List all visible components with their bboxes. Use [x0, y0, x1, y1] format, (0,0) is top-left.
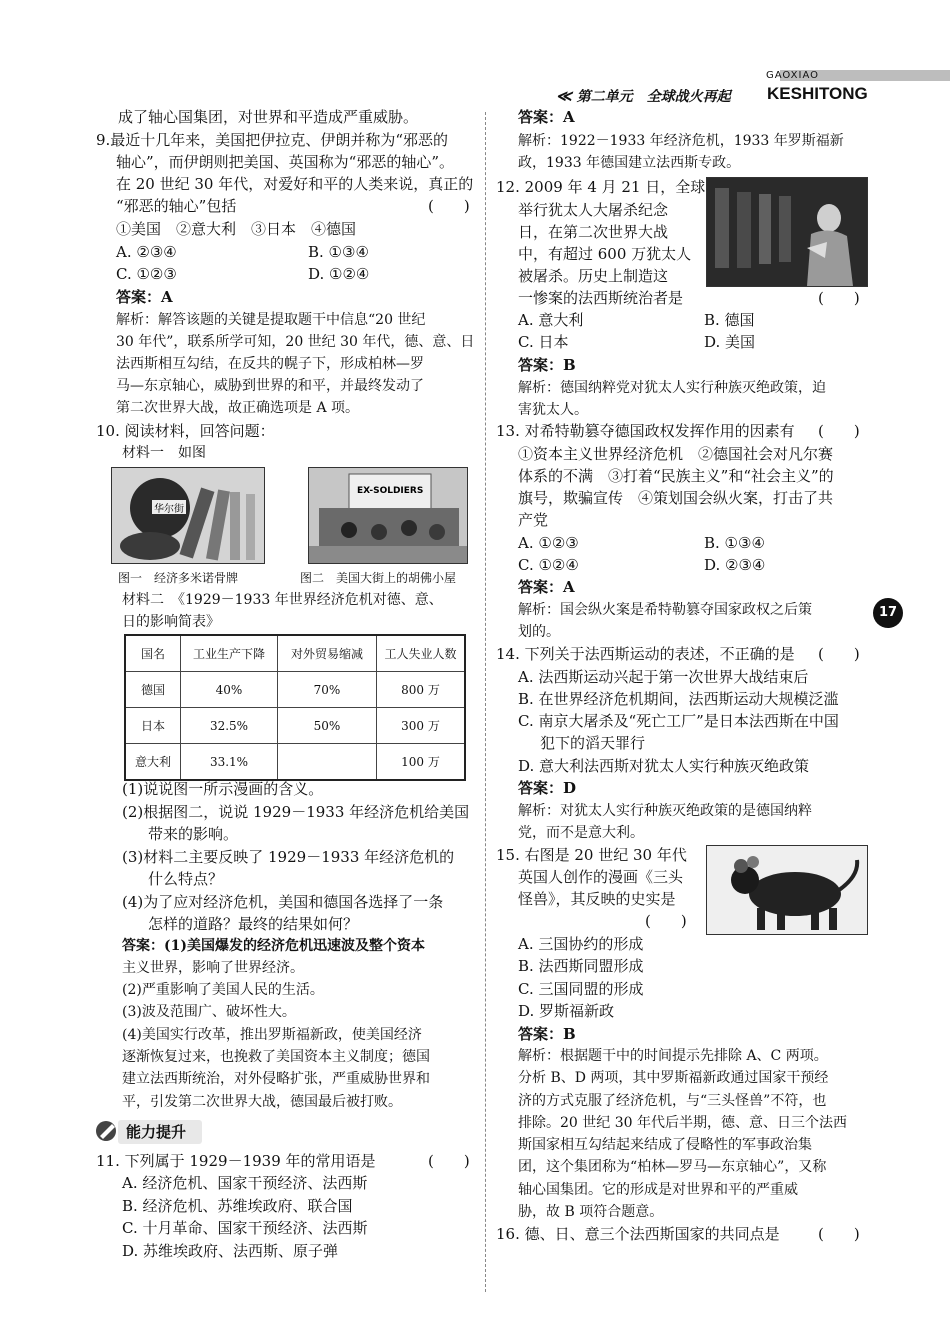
q10-answer-line: (4)美国实行改革，推出罗斯福新政，使美国经济 [122, 1027, 422, 1043]
q13-stem-line: 产党 [518, 511, 549, 529]
q15-analysis-line: 团，这个集团称为“柏林—罗马—东京轴心”，又称 [518, 1159, 827, 1175]
q13-answer-paren: ( ) [818, 422, 860, 440]
figure1-caption: 图一 经济多米诺骨牌 [118, 571, 239, 585]
q12-answer-paren: ( ) [818, 289, 860, 307]
table-cell: 300 万 [377, 708, 466, 744]
q12-stem-line: 日，在第二次世界大战 [518, 223, 669, 241]
q15-option: B. 法西斯同盟形成 [518, 957, 644, 975]
q14-answer-paren: ( ) [818, 645, 860, 663]
table-cell: 50% [278, 708, 377, 744]
q15-analysis-line: 排除。20 世纪 30 年代后半期，德、意、日三个法西 [518, 1115, 847, 1131]
q15-stem-line: 怪兽》，其反映的史实是 [518, 890, 676, 908]
q11-option: C. 十月革命、国家干预经济、法西斯 [122, 1219, 368, 1237]
q13-stem-line: 13. 对希特勒篡夺德国政权发挥作用的因素有 [496, 422, 795, 440]
q14-analysis-line: 解析：对犹太人实行种族灭绝政策的是德国纳粹 [518, 803, 812, 819]
img1-label: 华尔街 [154, 504, 184, 515]
q10-subquestion: (4)为了应对经济危机，美国和德国各选择了一条 [122, 893, 444, 911]
header-unit [556, 86, 731, 106]
q15-answer: 答案：B [518, 1025, 576, 1043]
q15-analysis-line: 轴心国集团。它的形成是对世界和平的严重威 [518, 1182, 798, 1198]
table-cell: 33.1% [181, 744, 278, 781]
domino-cartoon-image [111, 467, 265, 564]
q12-stem-line: 被屠杀。历史上制造这 [518, 267, 669, 285]
q10-subquestion: (2)根据图二，说说 1929－1933 年经济危机给美国 [122, 803, 470, 821]
q14-analysis-line: 党，而不是意大利。 [518, 825, 644, 841]
holocaust-memorial-photo [706, 177, 868, 287]
table-cell: 100 万 [377, 744, 466, 781]
q10-answer-line: 平，引发第二次世界大战，德国最后被打败。 [122, 1094, 402, 1110]
header-brand: KESHITONG [767, 84, 868, 103]
domino-cartoon-drawing [112, 468, 264, 563]
q10-answer-line: (2)严重影响了美国人民的生活。 [122, 982, 324, 998]
table-header-row [125, 635, 465, 672]
q9-items: ①美国 ②意大利 ③日本 ④德国 [116, 220, 357, 238]
table-row [125, 744, 465, 781]
q9-stem-line: 9.最近十几年来，美国把伊拉克、伊朗并称为“邪恶的 [96, 131, 448, 149]
q14-option: A. 法西斯运动兴起于第一次世界大战结束后 [518, 668, 809, 686]
q11-option: A. 经济危机、国家干预经济、法西斯 [122, 1174, 368, 1192]
q11-option: B. 经济危机、苏维埃政府、联合国 [122, 1197, 353, 1215]
q14-option: D. 意大利法西斯对犹太人实行种族灭绝政策 [518, 757, 810, 775]
q12-option-b: B. 德国 [704, 311, 755, 329]
q15-option: C. 三国同盟的形成 [518, 980, 644, 998]
q9-answer-paren: ( ) [428, 197, 470, 215]
q10-answer: 答案：(1)美国爆发的经济危机迅速波及整个资本 [122, 938, 425, 954]
table-cell: 德国 [125, 672, 181, 708]
q15-stem-line: 15. 右图是 20 世纪 30 年代 [496, 846, 687, 864]
q12-analysis-line: 害犹太人。 [518, 402, 588, 418]
q13-option-a: A. ①②③ [518, 534, 579, 552]
table-row [125, 672, 465, 708]
q9-option-a: A. ②③④ [116, 243, 177, 261]
q8-answer: 答案：A [518, 108, 575, 126]
q11-option: D. 苏维埃政府、法西斯、原子弹 [122, 1242, 339, 1260]
q10-subquestion-cont: 怎样的道路？最终的结果如何？ [148, 915, 359, 933]
holocaust-photo-drawing [707, 178, 867, 286]
q13-option-c: C. ①②④ [518, 556, 579, 574]
q12-answer: 答案：B [518, 356, 576, 374]
table-cell: 800 万 [377, 672, 466, 708]
q10-answer-line: 逐渐恢复过来，也挽救了美国资本主义制度；德国 [122, 1049, 430, 1065]
q9-analysis-line: 解析：解答该题的关键是提取题干中信息“20 世纪 [116, 312, 426, 328]
three-headed-monster-cartoon [706, 845, 868, 935]
q9-analysis-line: 马—东京轴心，威胁到世界的和平，并最终发动了 [116, 378, 424, 394]
q9-analysis-line: 30 年代”，联系所学可知，20 世纪 30 年代，德、意、日 [116, 334, 475, 350]
q16-answer-paren: ( ) [818, 1225, 860, 1243]
q9-answer: 答案：A [116, 288, 173, 306]
q13-option-d: D. ②③④ [704, 556, 766, 574]
table-cell: 32.5% [181, 708, 278, 744]
q14-option: C. 南京大屠杀及“死亡工厂”是日本法西斯在中国 [518, 712, 839, 730]
chevron-left-icon: ≪ [556, 87, 572, 105]
q10-subquestion: (3)材料二主要反映了 1929－1933 年经济危机的 [122, 848, 455, 866]
table-row [125, 708, 465, 744]
img2-label: EX-SOLDIERS [357, 486, 424, 496]
q10-subquestion-cont: 什么特点？ [148, 870, 224, 888]
pencil-icon-svg [94, 1118, 120, 1144]
q12-stem-line: 举行犹太人大屠杀纪念 [518, 201, 669, 219]
q15-option: A. 三国协约的形成 [518, 935, 644, 953]
q9-stem-line: 轴心”，而伊朗则把美国、英国称为“邪恶的轴心”。 [116, 153, 455, 171]
q15-analysis-line: 胁，故 B 项符合题意。 [518, 1204, 664, 1220]
left-line: 成了轴心国集团，对世界和平造成严重威胁。 [118, 108, 419, 126]
table-cell: 日本 [125, 708, 181, 744]
table-cell: 70% [278, 672, 377, 708]
q9-option-b: B. ①③④ [308, 243, 369, 261]
q10-material1: 材料一 如图 [122, 445, 206, 461]
table-header-cell: 国名 [125, 635, 181, 672]
table-header-cell: 对外贸易缩减 [278, 635, 377, 672]
q10-stem: 10. 阅读材料，回答问题： [96, 422, 275, 440]
q13-stem-line: 体系的不满 ③打着“民族主义”和“社会主义”的 [518, 467, 834, 485]
monster-drawing [707, 846, 867, 934]
q16-stem: 16. 德、日、意三个法西斯国家的共同点是 [496, 1225, 780, 1243]
section-badge: 能力提升 [118, 1120, 202, 1144]
q9-stem-line: 在 20 世纪 30 年代，对爱好和平的人类来说，真正的 [116, 175, 474, 193]
q11-answer-paren: ( ) [428, 1152, 470, 1170]
q12-stem-line: 12. 2009 年 4 月 21 日，全球 [496, 178, 706, 196]
q15-analysis-line: 分析 B、D 两项，其中罗斯福新政通过国家干预经 [518, 1070, 829, 1086]
column-divider [485, 112, 486, 1292]
q10-material2-cont: 日的影响简表》 [122, 614, 220, 630]
q13-analysis-line: 解析：国会纵火案是希特勒篡夺国家政权之后策 [518, 602, 812, 618]
crisis-impact-table [124, 634, 466, 781]
hooverville-photo [308, 467, 468, 564]
page-number: 17 [873, 598, 903, 628]
q10-subquestion-cont: 带来的影响。 [148, 825, 239, 843]
pencil-icon [94, 1118, 120, 1148]
table-header-cell: 工业生产下降 [181, 635, 278, 672]
q8-analysis-line: 政，1933 年德国建立法西斯专政。 [518, 155, 741, 171]
q15-stem-line: 英国人创作的漫画《三头 [518, 868, 684, 886]
q12-stem-line: 一惨案的法西斯统治者是 [518, 289, 684, 307]
q15-analysis-line: 斯国家相互勾结起来结成了侵略性的军事政治集 [518, 1137, 812, 1153]
table-header-cell: 工人失业人数 [377, 635, 466, 672]
q14-option-cont: 犯下的滔天罪行 [540, 734, 646, 752]
q12-stem-line: 中，有超过 600 万犹太人 [518, 245, 692, 263]
q9-analysis-line: 法西斯相互勾结，在反共的幌子下，形成柏林—罗 [116, 356, 424, 372]
table-cell: 意大利 [125, 744, 181, 781]
table-cell [278, 744, 377, 781]
unit-title: 第二单元 全球战火再起 [576, 89, 731, 105]
q15-option: D. 罗斯福新政 [518, 1002, 615, 1020]
q13-option-b: B. ①③④ [704, 534, 765, 552]
q8-analysis-line: 解析：1922－1933 年经济危机，1933 年罗斯福新 [518, 133, 844, 149]
q10-answer-line [122, 936, 425, 956]
q13-stem-line: 旗号，欺骗宣传 ④策划国会纵火案，打击了共 [518, 489, 834, 507]
q9-stem-line: “邪恶的轴心”包括 [116, 197, 237, 215]
q15-answer-paren: ( ) [645, 912, 687, 930]
q14-option: B. 在世界经济危机期间，法西斯运动大规模泛滥 [518, 690, 839, 708]
q14-answer: 答案：D [518, 779, 577, 797]
q10-answer-line: 主义世界，影响了世界经济。 [122, 960, 304, 976]
q15-analysis-line: 解析：根据题干中的时间提示先排除 A、C 两项。 [518, 1048, 828, 1064]
figure2-caption: 图二 美国大街上的胡佛小屋 [300, 571, 457, 585]
q9-option-c: C. ①②③ [116, 265, 177, 283]
header-gaoxiao: GAOXIAO [766, 70, 819, 81]
table-cell: 40% [181, 672, 278, 708]
q10-answer-line: (3)波及范围广、破坏性大。 [122, 1004, 296, 1020]
q11-stem: 11. 下列属于 1929－1939 年的常用语是 [96, 1152, 376, 1170]
q15-analysis-line: 济的方式克服了经济危机，与“三头怪兽”不符，也 [518, 1093, 827, 1109]
hooverville-drawing [309, 468, 467, 563]
q12-analysis-line: 解析：德国纳粹党对犹太人实行种族灭绝政策，迫 [518, 380, 826, 396]
q12-option-c: C. 日本 [518, 333, 569, 351]
q13-stem-line: ①资本主义世界经济危机 ②德国社会对凡尔赛 [518, 445, 834, 463]
q14-stem: 14. 下列关于法西斯运动的表述，不正确的是 [496, 645, 795, 663]
q9-analysis-line: 第二次世界大战，故正确选项是 A 项。 [116, 400, 360, 416]
q10-subquestion: (1)说说图一所示漫画的含义。 [122, 780, 324, 798]
q10-material2: 材料二 《1929－1933 年世界经济危机对德、意、 [122, 592, 443, 608]
q12-option-a: A. 意大利 [518, 311, 584, 329]
q10-answer-line: 建立法西斯统治，对外侵略扩张，严重威胁世界和 [122, 1071, 430, 1087]
q13-answer: 答案：A [518, 578, 575, 596]
q13-analysis-line: 划的。 [518, 624, 560, 640]
q9-option-d: D. ①②④ [308, 265, 370, 283]
q12-option-d: D. 美国 [704, 333, 756, 351]
